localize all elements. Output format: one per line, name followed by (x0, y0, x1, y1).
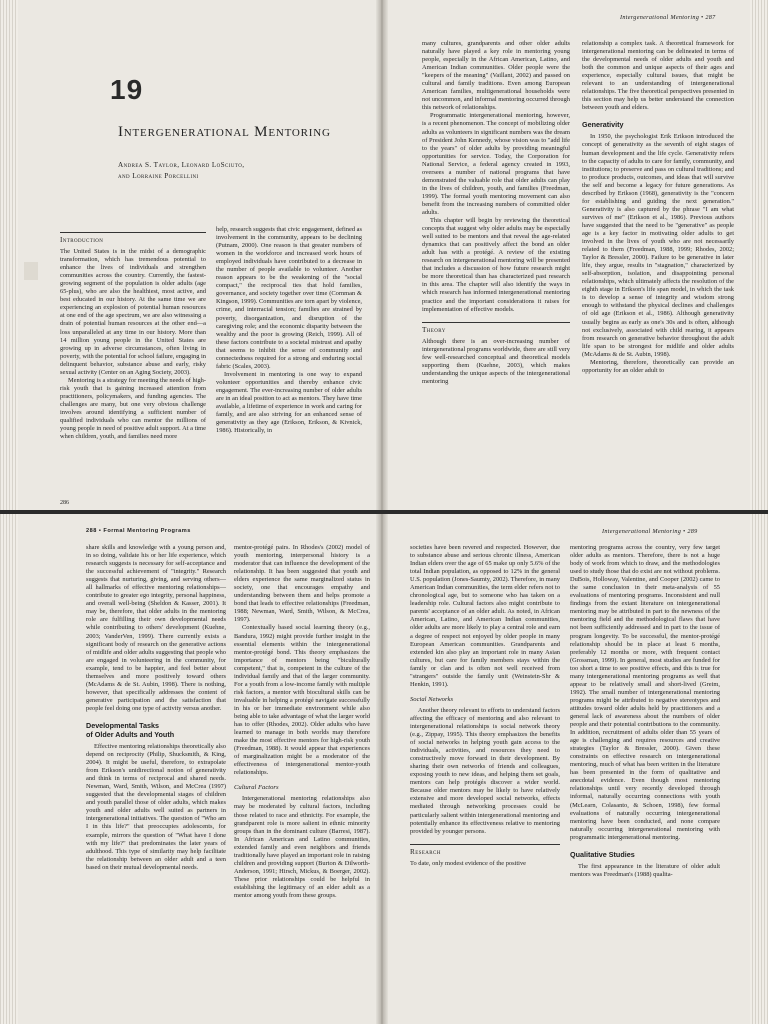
bottom-spread (0, 514, 768, 1024)
paragraph: share skills and knowledge with a young person and, in so doing, validate his or her life experience, which research suggests is necessary for self-acceptance and the successful achievement of "integrity." Research suggests that nurturing, giving, and serving others—all hallmarks of effective mentoring relationships—contribute to greater ego integrity, personal happiness, and overall well-being (Sheldon & Kasser, 2001). It may be, therefore, that older adults in the mentoring role are fulfilling their own developmental needs while contributing to others' development (Kuehne, 2003; VanderVen, 1999). There currently exists a significant body of research on the generative actions of midlife and older adults suggesting that people who are engaged in volunteering in the community, for example, tend to be happier, and feel better about themselves and more positively toward others (McAdams & de St. Aubin, 1998). There is nothing, however, that specifically addresses the content of generative participation and the satisfaction that people feel doing one type of activity versus another. (86, 544, 226, 712)
page-286 (0, 0, 378, 510)
paragraph: The first appearance in the literature of older adult mentors was Freedman's (1988) qualita- (570, 862, 720, 878)
paragraph: help, research suggests that civic engagement, defined as involvement in the community, appears to be declining (Putnam, 2000). One reason is that greater numbers of women in the workforce and increased work hours of employed individuals have contributed to a decrease in the number of people available to volunteer. Another reason appears to be the weakening of the "social compact," the reciprocal ties that hold families, governance, and society together over time (Cornman & Kingson, 1999). Communities are torn apart by violence, crime, and interracial tension; families are strained by poverty, disorganization, and disruption of the caregiving role; and the economic disparity between the wealthy and the poor is growing (Reich, 1999). All of these factors contribute to a societal mistrust and apathy that seems to inhibit the sense of community and connectedness required for a strong and enduring social fabric (Scales, 2003). (216, 226, 362, 370)
paragraph: Programmatic intergenerational mentoring, however, is a recent phenomenon. The concept of mobilizing older adults as volunteers in significant numbers was the dream of President John Kennedy, whose vision was to "add life to the years" of older adults by providing meaningful opportunities for service. Today, the Corporation for National Service, a federal agency created in 1993, oversees a number of national programs that have demonstrated the valuable role that older adults can play in the lives of children, youth, and families (Freedman, 1999). The formal youth mentoring movement can also benefit from the increasing numbers of committed older adults. (422, 112, 570, 216)
page-289 (390, 514, 768, 1024)
authors-line-2: and Lorraine Porcellini (118, 172, 199, 180)
subheading-cultural-factors: Cultural Factors (234, 784, 279, 792)
paragraph: Although there is an over-increasing number of intergenerational programs worldwide, there are still very few well-researched conceptual and theoretical models supporting them (Kuehne, 2003), which makes understanding the unique aspects of the intergenerational mentoring (422, 337, 570, 385)
running-head (620, 14, 716, 21)
paragraph: mentor-protégé pairs. In Rhodes's (2002) model of youth mentoring, interpersonal history is a moderator that can influence the development of the relationship. It has been suggested that youth and elders experience the same marginalized status in society, one that encourages empathy and understanding between them and helps promote a bond that leads to effective relationships (Freedman, 1988; Newman, Ward, Smith, Wilson, & McCrea, 1997). (234, 544, 370, 624)
chapter-title: Intergenerational Mentoring (118, 124, 331, 140)
page-number: 286 (60, 500, 69, 506)
column-1 (86, 544, 226, 872)
column-2 (582, 40, 734, 375)
authors-line-1: Andrea S. Taylor, Leonard LoSciuto, (118, 161, 245, 169)
running-head (602, 528, 698, 535)
chapter-authors (118, 160, 244, 182)
section-heading-theory: Theory (422, 322, 570, 334)
page-287 (390, 0, 768, 510)
running-head-page: 287 (705, 14, 716, 21)
column-1 (422, 40, 570, 386)
paragraph: To date, only modest evidence of the positive (410, 859, 526, 867)
top-spread (0, 0, 768, 510)
running-head-separator: • (683, 528, 688, 535)
paragraph: The United States is in the midst of a demographic transformation, which has tremendous potential to enhance the lives of individuals and strengthen communities across the country. Currently, the fastest-growing segment of the population is older adults (age 65-plus), who are also the healthiest, most active, and best educated in our history. At the same time we are experiencing an explosion of potential human resources at one end of the age spectrum, we are also witnessing a drain of potential human resources at the other end—a loss unparalleled at any time in our history. More than 14 million young people in the United States are growing up in adverse circumstances, often living in poverty, with the potential for school failure, engaging in delinquent behavior, substance abuse and early, risky sexual activity (Center on an Aging Society, 2003). (60, 248, 206, 376)
column-2 (570, 544, 720, 879)
subheading-qualitative-studies: Qualitative Studies (570, 849, 635, 859)
column-1 (60, 224, 206, 441)
section-heading-research: Research (410, 844, 560, 856)
paragraph: Another theory relevant to efforts to understand factors affecting the efficacy of mentoring and also relevant to intergenerational relationships is social network theory (e.g., Zippay, 1995). This theory emphasizes the benefits of social networks in helping youth gain access to the individuals, activities, and resources they need to constructively move forward in their development. By sharing their own networks of friends and colleagues, exposing youth to new ideas, and helping them set goals, mentors can help protégés discover a wider world. Because older mentors may be likely to have relatively extensive and more developed social networks, effects mediated through networking processes could be particularly salient within intergenerational mentoring and potentially enhance its effectiveness relative to mentoring provided by younger persons. (410, 706, 560, 835)
column-2 (216, 226, 362, 435)
running-head: 288 • Formal Mentoring Programs (86, 528, 191, 534)
paragraph: many cultures, grandparents and other older adults naturally have played a key role in mentoring young people, especially in the African American, Latino, and American Indian communities. Older people were the "keepers of the meaning" (Vaillant, 2002) and passed on cultural and family traditions. Even among European American families, multigenerational households were not uncommon, and informal mentoring occurred through this network of relationships. (422, 40, 570, 112)
paragraph: Involvement in mentoring is one way to expand volunteer opportunities and thereby enhance civic engagement. The ever-increasing number of older adults are in an ideal position to act as mentors. They have time available, a lifetime of experience in work and caring for family, and are also striving for an enhanced sense of generativity as they age (Erikson, Erikson, & Kivnick, 1986). Historically, in (216, 370, 362, 435)
column-2 (234, 544, 370, 900)
page-288 (0, 514, 378, 1024)
paragraph: societies have been revered and respected. However, due to substance abuse and serious chronic illness, American Indian elders over the age of 65 make up only 5.6% of the total Indian population, as opposed to 12% in the general U.S. population (Jones-Saumty, 2002). Therefore, in many American Indian communities, the term elder refers not to chronological age, but to someone who has taken on a leadership role. Cultural factors also might contribute to parents' acceptance of an older adult. As noted, in African American, Latino, and American Indian communities, older adults are more likely to play a central role and earn a degree of respect not enjoyed by older people in many European American communities. Grandparents and extended kin also play an important role in many Asian cultures, but care for family members stays within the family or clan and is often not well received from "strangers" outside the family unit (Weinstein-Shr & Henkin, 1991). (410, 544, 560, 688)
running-head-separator: • (701, 14, 706, 21)
subheading-line-1: Developmental Tasks (86, 720, 159, 730)
chapter-number: 19 (110, 74, 144, 105)
paragraph: mentoring programs across the country, very few target older adults as mentors. Therefore, there is not a huge body of work from which to draw, and the methodologies used to study those that do exist are not without problems. DuBois, Holloway, Valentine, and Cooper (2002) came to the same conclusion in their meta-analysis of 55 evaluations of mentoring programs. Inconsistent and null findings from the extant literature on intergenerational mentoring may be attributed in part to the newness of the mentoring field and the methodological flaws that have not been sufficiently addressed and in part to the issue of program longevity. To be successful, the mentor-protégé relationship should be in place at least 6 months, preferably 12 months or more, with frequent contact (Grossman, 1999). In general, most studies are funded for too short a time to see positive effects, and this is true for many intergenerational mentoring programs as well that appear to be relatively small and short-lived (Greim, 1992). The small number of intergenerational mentoring programs might be attributed to negative stereotypes and attitudes toward older adults held by practitioners and a general lack of awareness about the numbers of older people and their potential contributions to the community. In addition, recruitment of adults older than 55 years of age is challenging and requires resources and creative strategies (Taylor & Bressler, 2000). Given these constraints on effective research on intergenerational mentoring, much of what has been written in the literature has been presented in the form of qualitative and anecdotal evidence. Even though most mentoring relationships until very recently developed through informal, naturally occurring connections with youth (McLearn, Colasanto, & Schoen, 1998), few formal evaluations of naturally occurring intergenerational mentoring have been conducted, and none compare naturally occurring intergenerational mentoring with programmatic intergenerational mentoring. (570, 544, 720, 841)
paragraph: Mentoring is a strategy for meeting the needs of high-risk youth that is gaining increased attention from practitioners, policymakers, and funding agencies. The challenges are many, but one very obvious challenge involves around identifying a sufficient number of qualified individuals who can mentor the millions of young people in need of positive adult support. At a time when children, youth, and families need more (60, 376, 206, 441)
running-head-title: Intergenerational Mentoring (620, 14, 700, 21)
paragraph: Effective mentoring relationships theoretically also depend on reciprocity (Philip, Shucksmith, & King, 2004). It might be useful, therefore, to extrapolate from Erikson's unidirectional notion of generativity and think in terms of reciprocal and shared needs. Newman, Ward, Smith, Wilson, and McCrea (1997) suggested that the developmental stages of children and youth parallel those of older adults, which makes youth and older adults well suited as partners in intergenerational initiatives. The question of "Who am I in this life?" that preoccupies adolescents, for example, mirrors the question of "What have I done with my life?" that predominates the later years of adulthood. This type of similarity may help facilitate the relationship between an older adult and a teen based on their mutual developmental needs. (86, 742, 226, 871)
section-heading-introduction: Introduction (60, 232, 206, 244)
subheading-generativity: Generativity (582, 120, 624, 130)
paragraph: Intergenerational mentoring relationships also may be moderated by cultural factors, including those related to race and ethnicity. For example, the grandparent role is more salient in ethnic minority groups than in the dominant culture (Barresi, 1987). In African American and Latino communities, extended family and even neighbors and friends traditionally have played an important role in raising children and providing support (Burton & Dilworth-Anderson, 1991; Hirsch, Mickus, & Boerger, 2002). These prior relationships could be helpful in establishing the legitimacy of an elder adult as a mentor among youth from these groups. (234, 795, 370, 899)
running-head-page: 289 (687, 528, 698, 535)
subheading-line-2: of Older Adults and Youth (86, 729, 175, 739)
paragraph: relationship a complex task. A theoretical framework for intergenerational mentoring can be delineated in terms of the developmental needs of older adults and youth and both the common and unique aspects of their ages and experience, especially cultural issues, that might be relevant to an understanding of intergenerational relationships. The five theoretical perspectives presented in this section may help us better understand the connection between youth and elders. (582, 40, 734, 112)
paragraph: In 1950, the psychologist Erik Erikson introduced the concept of generativity as the seventh of eight stages of human development and the life cycle. Generativity refers to the capacity of adults to care for family, community, and institutions; to preserve and pass on cultural traditions; and to produce products, outcomes, and ideas that will survive the self and become a legacy for future generations. As described by Erikson (1968), generativity is the "concern for establishing and guiding the next generation." Generativity is also captured by the phrase "I am what survives of me" (Erikson et al., 1986). Previous authors have suggested that the need to be "generative" as people age is a key factor in motivating older adults to get involved in the lives of youth who are not necessarily related to them (Freedman, 1988, 1999; Rhodes, 2002; Taylor & Bressler, 2000). Failure to be generative in later life, they argue, results in "stagnation," characterized by self-absorption, isolation, and disappointing personal relationships, which ultimately affects the resolution of the eighth stage in Erikson's life span model, in which the task is to develop a sense of integrity and wisdom strong enough to withstand the physical declines and challenges of old age (Erikson et al., 1986). Although generativity usually begins as early as one's 30s and is often, although not exclusively, associated with child rearing, it appears from research on generative behavior throughout the adult life span to be strongest for midlife and older adults (McAdams & de St. Aubin, 1998). (582, 133, 734, 358)
paragraph: This chapter will begin by reviewing the theoretical concepts that suggest why older adults may be especially well suited to be mentors and that reveal the age-related dynamics that can positively affect the bond an older adult has with a protégé. A review of the existing research on intergenerational mentoring will be presented that includes a discussion of how future research might be more theoretical than has characterized past research in this area. The chapter will also identify the ways in which research has informed intergenerational mentoring practice and the important considerations it raises for implementation of effective models. (422, 217, 570, 313)
paragraph: Contextually based social learning theory (e.g., Bandura, 1992) might provide further insight in the essential elements within the intergenerational mentor-protégé bond. This theory emphasizes the importance of mentors being "biculturally competent," that is, competent in the culture of the individual family and that of the larger community. For a youth from a low-income family with multiple risk factors, a mentor with biocultural skills can be invaluable in helping a protégé navigate successfully in his or her immediate environment while also being able to take advantage of what the larger world has to offer (Rhodes, 2002). Older adults who have learned to manage in both worlds may therefore make the most effective mentors for high-risk youth (Freedman, 1988). It would appear that experiences of marginalization might be a moderator of the effectiveness of intergenerational mentor-youth relationships. (234, 624, 370, 777)
subheading-developmental-tasks (86, 721, 226, 739)
running-head-title: Intergenerational Mentoring (602, 528, 682, 535)
subheading-social-networks: Social Networks (410, 695, 454, 703)
column-1 (410, 544, 560, 868)
paragraph: Mentoring, therefore, theoretically can provide an opportunity for an older adult to (582, 358, 734, 374)
